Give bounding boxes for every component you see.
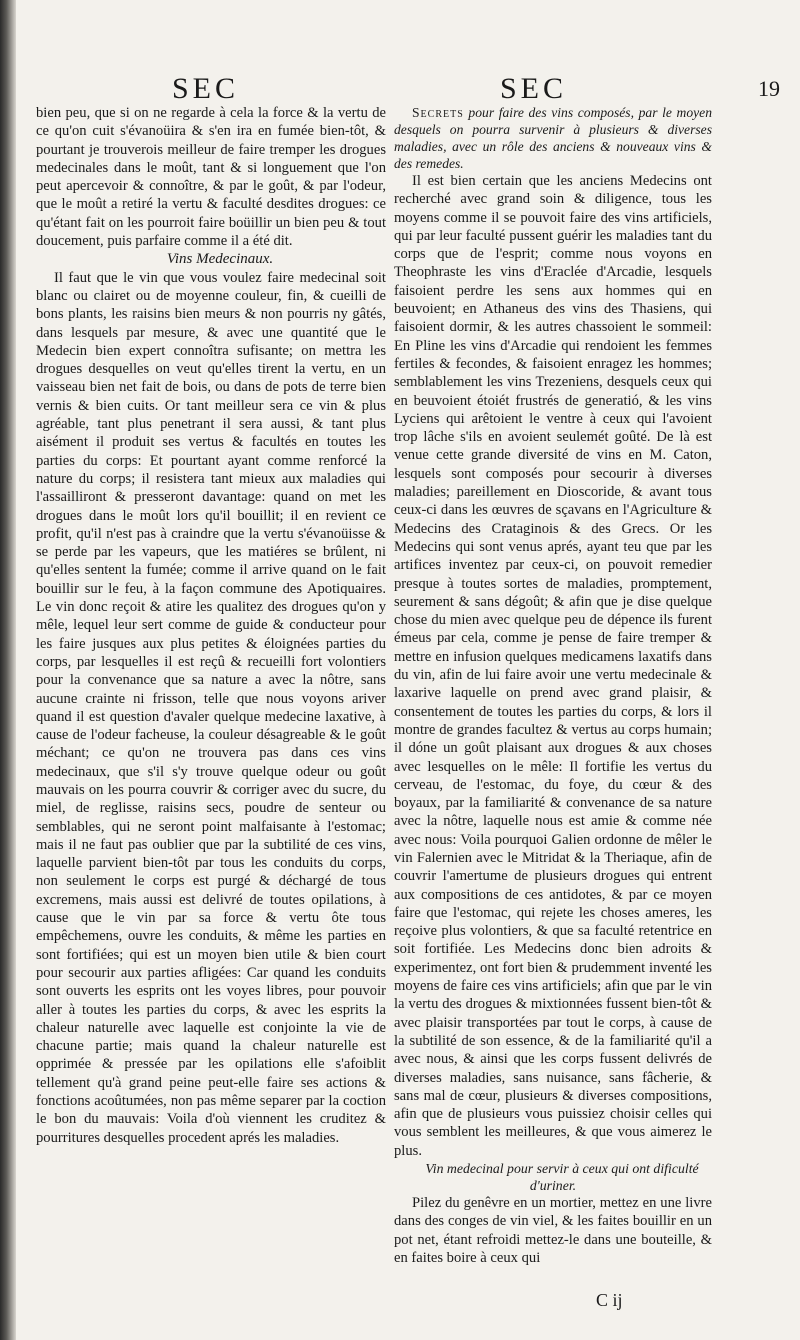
page-header xyxy=(22,70,800,104)
section-title-secrets xyxy=(394,104,712,172)
left-column xyxy=(36,104,386,1147)
signature-mark: C ij xyxy=(596,1290,623,1310)
running-head-left: SEC xyxy=(172,72,240,105)
section-heading-vins-medecinaux: Vins Medecinaux. xyxy=(166,251,274,268)
page-number: 19 xyxy=(758,76,780,101)
left-paragraph-continued: bien peu, que si on ne regarde à cela la force & la vertu de ce qu'on cuit s'évanoüira & s'en ira en fumée bien-tôt, & pourtant je trouverois meilleur de faire tremper les drogues medecinales dans le moût, tant & si longuement que l'on peut apercevoir & connoître, & par le goût, & par l'odeur, que le moût a retiré la vertu & faculté desdites drogues: ce qu'étant fait on les pourroit faire boüillir un bien peu & tout doucement, puis parfaire comme il a été dit. xyxy=(36,105,386,250)
running-head-right: SEC xyxy=(500,72,568,105)
right-paragraph-genevre: Pilez du genêvre en un mortier, mettez en une livre dans des conges de vin viel, & les faites bouillir en un pot net, étant refroidi mettez-le dans une bouteille, & en faites boire à ceux qui xyxy=(394,1195,712,1266)
book-page xyxy=(22,70,800,1340)
page-binding-edge xyxy=(0,0,16,1340)
right-paragraph-secrets: Il est bien certain que les anciens Medecins ont recherché avec grand soin & diligence, tous les moyens comme il se pouvoit faire des vins artificiels, qui par leur faculté pussent guérir les maladies tant du corps que de l'esprit; comme nous voyons en Theophraste les vins d'Eraclée d'Arcadie, lesquels faisoient perdre les sens aux hommes qui en beuvoient; en Athaneus des vins des Thasiens, qui faisoient dormir, & les autres chassoient le sommeil: En Pline les vins d'Arcadie qui rendoient les femmes fertiles & fecondes, & faisoient enragez les hommes; semblablement les vins Trezeniens, desquels ceux qui en beuvoient étoiét frustrés de generatió, & les vins Lyciens qui arêtoient le ventre à ceux qui l'avoient trop lâche s'ils en avoient seulemét goûté. De là est venue cette grande diversité de vins en M. Caton, lesquels sont composés pour secourir à diverses maladies; pareillement en Dioscoride, & avant tous ceux-ci dans les œuvres de sçavans en l'Agriculture & Medecins des Crataginois & des Grecs. Or les Medecins qui sont venus aprés, ayant teu que par les artifices inventez par ceux-ci, on pouvoit remedier presque à toutes sortes de maladies, promptement, seurement & sans dégoût; & afin que je dise quelque chose du mien avec quelque peu de dépence ils furent émeus par cela, comme je pense de faire tremper & mettre en infusion quelques medicamens laxatifs dans du vin, afin de lui faire avoir une vertu medecinale & laxarive laquelle on prend avec grand plaisir, & consentement de toutes les parties du corps, & lors il montre de grandes facultez & vertus au corps humain; il dóne un goût plaisant aux drogues & aux choses avec lesquelles on le mêle: Il fortifie les vertus du cerveau, de l'estomac, du foye, du cœur & des boyaux, par la familiarité & convenance de sa nature avec la nôtre, laquelle nous est amie & comme née avec nous: Voila pourquoi Galien ordonne de mêler le vin Falernien avec le Mitridat & la Theriaque, afin de couvrir l'amertume de plusieurs drogues qui entrent aux compositions de ces antidotes, & par ce moyen faire que l'estomac, qui rejete les choses ameres, les reçoive plus volontiers, & que sa faculté retentrice en soit fortifiée. Les Medecins donc bien adroits & experimentez, ont fort bien & prudemment inventé les moyens de faire ces vins artificiels; afin que par le vin la vertu des drogues & mixtionnées fussent bien-tôt & avec plaisir transportées par tout le corps, à cause de la subtilité de son essence, & de la familiarité qu'il a avec nous, & ainsi que les corps fussent delivrés de diverses maladies, sans nuisance, sans fâcherie, & sans mal de cœur, plusieurs & diverses compositions, afin que de plusieurs vous puissiez choisir celles qui vous semblent les meilleures, & que vous aimerez le plus. xyxy=(394,173,712,1159)
right-column xyxy=(394,104,712,1267)
section-title-rest: pour faire des vins composés, par le moyen desquels on pourra survenir à plusieurs & diverses maladies, avec un rôle des anciens & nouveaux vins & des remedes. xyxy=(394,105,712,171)
subheading-vin-medecinal: Vin medecinal pour servir à ceux qui ont dificulté d'uriner. xyxy=(425,1161,699,1194)
left-paragraph-vins-medecinaux: Il faut que le vin que vous voulez faire medecinal soit blanc ou clairet ou de moyenne couleur, fin, & cueilli de bons plants, les raisins bien meurs & non pourris ny gâtés, dans lesquels par mesure, & avec une quantité que le Medecin bien expert connoîtra sufisante; on mettra les drogues desquelles on veut qu'elles tirent la vertu, en un vaisseau bien net fait de bois, ou dans de pots de terre bien vernis & bien cuits. Or tant meilleur sera ce vin & plus agréable, tant plus penetrant il sera aussi, & tant plus aisément il produit ses vertus & facultés en toutes les parties du corps: Et pourtant ayant comme renforcé la nature du corps; il resistera tant mieux aux maladies qui l'assailliront & presseront davantage: quand on met les drogues dans le moût lors qu'il bouillit; il en revient ce profit, qu'il n'est pas à craindre que la vertu s'évanoüisse & se perde par les vapeurs, que les matiéres se brûlent, ni qu'elles sentent la fumée; comme il arrive quand on le fait bouillir sur le feu, à la façon commune des Apotiquaires. Le vin donc reçoit & atire les qualitez des drogues qu'on y mêle, lequel leur sert comme de guide & conducteur pour les faire jusques aux plus petites & éloignées parties du corps, par lesquelles il est reçû & recueilli fort volontiers pour la convenance que sa nature a avec la nôtre, sans aucune crainte ni frisson, telle que nous voyons ariver quand il est question d'avaler quelque medecine laxative, à cause de l'odeur facheuse, la couleur désagreable & le goût méchant; ce qu'on ne trouvera pas dans ces vins medecinaux, que s'il s'y trouve quelque odeur ou goût mauvais on les pourra couvrir & corriger avec du sucre, du miel, de reglisse, raisins secs, poudre de senteur ou semblables, qui ne seront point malfaisante à l'estomac; mais il ne faut pas oublier que par la subtilité de ces vins, laquelle parvient bien-tôt par tous les conduits du corps, non seulement le corps est purgé & déchargé de tous excremens, mais aussi est delivré de toutes opilations, à cause que le vin par sa force & vertu ôte tous empêchemens, ouvre les conduits, & même les parties en sont fortifiées; qui est un moyen bien utile & bien court pour secourir aux parties afligées: Car quand les conduits sont ouverts les esprits ont les voyes libres, pour pouvoir aller à toutes les parties du corps, & avec les esprits la chaleur naturelle avec laquelle est conjointe la vie de chacune partie; mais quand la chaleur naturelle est opprimée & pressée par les opilations elle s'afoiblit tellement qu'à grand peine peut-elle faire ses actions & fonctions acoûtumées, non pas même separer par la coction le bon du mauvais: Voila d'où viennent les cruditez & pourritures desquelles procedent aprés les maladies. xyxy=(36,269,386,1146)
section-title-caps: Secrets xyxy=(412,105,464,120)
